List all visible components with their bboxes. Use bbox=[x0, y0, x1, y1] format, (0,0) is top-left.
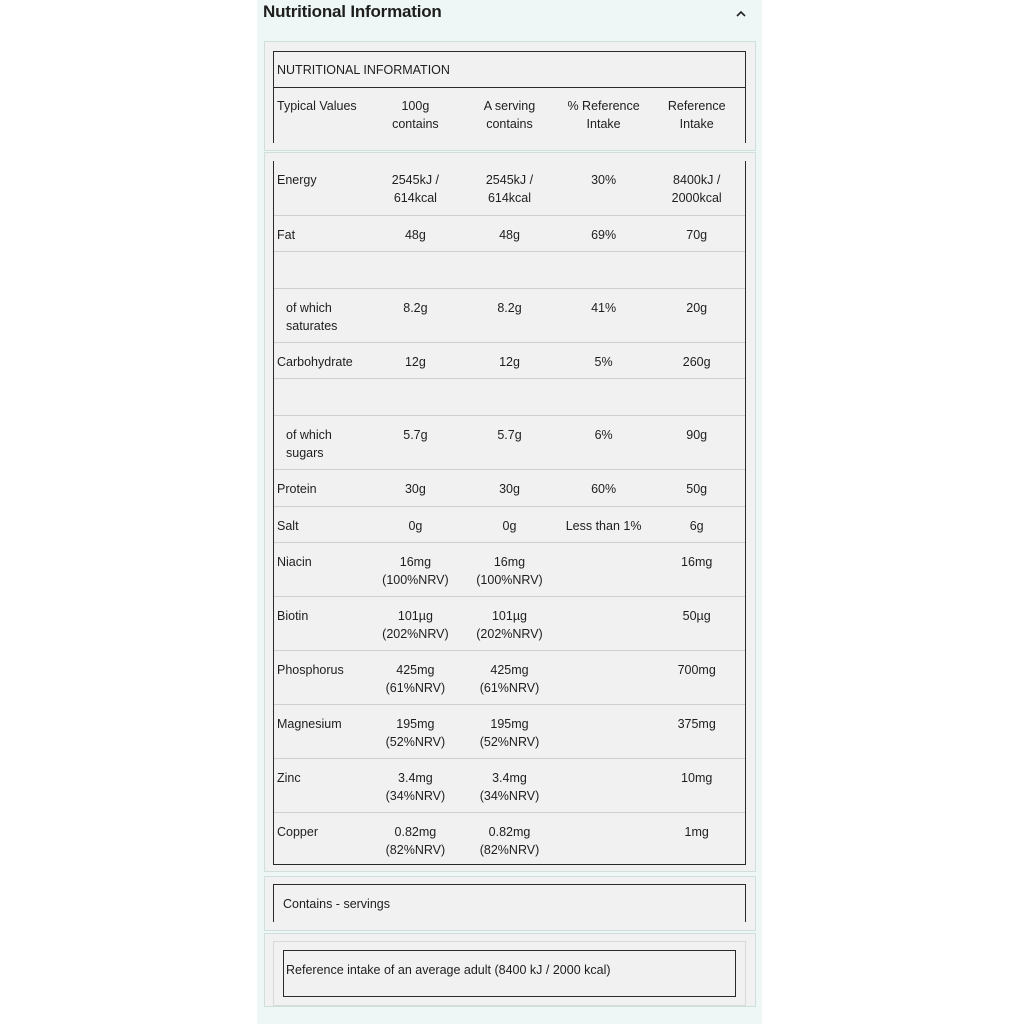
nutrient-label-line: Phosphorus bbox=[277, 663, 344, 677]
value-reference-intake bbox=[648, 607, 745, 650]
nutrient-label-line: of which bbox=[286, 301, 332, 315]
value-per-serving-line: (52%NRV) bbox=[479, 735, 540, 749]
value-per-100g-line: 12g bbox=[404, 355, 426, 369]
value-ri-percent-line: 30% bbox=[591, 173, 617, 187]
value-reference-intake-line: 10mg bbox=[681, 771, 713, 785]
value-ri-percent bbox=[559, 262, 649, 288]
value-ri-percent-line: 69% bbox=[591, 228, 617, 242]
header-typical-values bbox=[274, 97, 371, 133]
value-per-100g-line: 101µg bbox=[397, 609, 433, 623]
header-ri-percent-line: % Reference bbox=[567, 99, 640, 113]
value-reference-intake bbox=[648, 661, 745, 704]
value-per-100g-line: (202%NRV) bbox=[382, 627, 449, 641]
value-ri-percent bbox=[559, 389, 649, 415]
value-reference-intake bbox=[648, 517, 745, 542]
value-reference-intake bbox=[648, 262, 745, 288]
value-ri-percent bbox=[559, 769, 649, 812]
servings-note: Contains - servings bbox=[273, 884, 746, 922]
nutrient-label-line: Energy bbox=[277, 173, 317, 187]
value-reference-intake-line: 260g bbox=[682, 355, 711, 369]
value-ri-percent-line: 60% bbox=[591, 482, 617, 496]
nutrient-label-line: Copper bbox=[277, 825, 318, 839]
reference-note: Reference intake of an average adult (8400 kJ / 2000 kcal) bbox=[283, 950, 736, 997]
table-row bbox=[274, 507, 745, 543]
value-per-100g bbox=[371, 426, 461, 469]
value-reference-intake bbox=[648, 426, 745, 469]
value-ri-percent bbox=[559, 299, 649, 342]
value-per-100g bbox=[371, 353, 461, 378]
value-per-100g-line: (52%NRV) bbox=[385, 735, 446, 749]
value-per-serving-line: 12g bbox=[499, 355, 520, 369]
value-per-serving bbox=[460, 480, 559, 506]
value-reference-intake-line: 16mg bbox=[681, 555, 713, 569]
nutrient-label-line: Carbohydrate bbox=[277, 355, 353, 369]
nutrient-label bbox=[274, 553, 371, 596]
value-per-100g-line: (82%NRV) bbox=[385, 843, 446, 857]
value-per-serving-line: (202%NRV) bbox=[476, 627, 543, 641]
value-reference-intake-line: 20g bbox=[686, 301, 708, 315]
nutrition-table-header bbox=[273, 51, 746, 143]
value-per-serving-line: 195mg bbox=[490, 717, 529, 731]
value-per-100g-line: 30g bbox=[404, 482, 426, 496]
nutrient-label bbox=[274, 715, 371, 758]
value-per-serving-line: 30g bbox=[499, 482, 520, 496]
value-per-serving bbox=[460, 426, 559, 469]
value-per-100g-line: 195mg bbox=[396, 717, 435, 731]
value-ri-percent-line: 5% bbox=[594, 355, 613, 369]
value-reference-intake-line: 70g bbox=[686, 228, 708, 242]
value-per-serving-line: (82%NRV) bbox=[479, 843, 540, 857]
value-reference-intake bbox=[648, 553, 745, 596]
nutrient-label-line: Niacin bbox=[277, 555, 312, 569]
nutrient-label bbox=[274, 389, 371, 415]
value-per-100g-line: 5.7g bbox=[403, 428, 428, 442]
value-per-serving bbox=[460, 823, 559, 867]
value-per-serving bbox=[460, 607, 559, 650]
table-title: NUTRITIONAL INFORMATION bbox=[274, 52, 745, 88]
value-reference-intake bbox=[648, 823, 745, 867]
header-reference-intake bbox=[648, 97, 745, 133]
value-per-100g bbox=[371, 389, 461, 415]
value-ri-percent bbox=[559, 823, 649, 867]
nutrient-label bbox=[274, 299, 371, 342]
value-per-serving-line: 0g bbox=[502, 519, 517, 533]
header-typical-values-line: Typical Values bbox=[277, 99, 357, 113]
value-per-100g-line: (100%NRV) bbox=[382, 573, 449, 587]
header-ri-percent bbox=[559, 97, 649, 133]
value-reference-intake-line: 90g bbox=[686, 428, 708, 442]
value-ri-percent bbox=[559, 607, 649, 650]
value-reference-intake-line: 700mg bbox=[677, 663, 716, 677]
nutrient-label bbox=[274, 353, 371, 378]
nutrient-label bbox=[274, 661, 371, 704]
value-ri-percent bbox=[559, 661, 649, 704]
nutrient-label bbox=[274, 480, 371, 506]
nutrient-label-line: Magnesium bbox=[277, 717, 342, 731]
value-per-100g bbox=[371, 553, 461, 596]
value-ri-percent bbox=[559, 715, 649, 758]
header-per-serving-line: contains bbox=[486, 117, 533, 131]
nutrient-label-line: Fat bbox=[277, 228, 296, 242]
chevron-up-icon[interactable] bbox=[731, 4, 751, 22]
value-per-serving-line: 8.2g bbox=[497, 301, 522, 315]
value-per-serving bbox=[460, 299, 559, 342]
nutrient-label-line: Protein bbox=[277, 482, 317, 496]
value-reference-intake bbox=[648, 389, 745, 415]
value-per-100g bbox=[371, 171, 461, 215]
nutrient-label bbox=[274, 171, 371, 215]
value-ri-percent bbox=[559, 517, 649, 542]
value-ri-percent bbox=[559, 553, 649, 596]
table-row bbox=[274, 705, 745, 759]
value-per-serving-line: (61%NRV) bbox=[479, 681, 540, 695]
value-per-serving bbox=[460, 553, 559, 596]
header-ri-percent-line: Intake bbox=[586, 117, 621, 131]
value-per-serving bbox=[460, 389, 559, 415]
value-reference-intake-line: 375mg bbox=[677, 717, 716, 731]
table-row bbox=[274, 343, 745, 379]
value-reference-intake bbox=[648, 715, 745, 758]
value-per-serving-line: 0.82mg bbox=[488, 825, 531, 839]
value-reference-intake-line: 8400kJ / bbox=[673, 173, 721, 187]
table-row bbox=[274, 289, 745, 343]
value-ri-percent bbox=[559, 226, 649, 251]
value-per-100g bbox=[371, 517, 461, 542]
value-reference-intake bbox=[648, 226, 745, 251]
value-per-100g-line: 614kcal bbox=[393, 191, 437, 205]
nutrient-label bbox=[274, 607, 371, 650]
value-ri-percent-line: Less than 1% bbox=[565, 519, 642, 533]
table-row bbox=[274, 470, 745, 507]
value-per-serving bbox=[460, 517, 559, 542]
nutrient-label bbox=[274, 226, 371, 251]
value-per-100g bbox=[371, 769, 461, 812]
value-reference-intake-line: 6g bbox=[689, 519, 704, 533]
nutrient-label-line: saturates bbox=[286, 319, 338, 333]
table-row bbox=[274, 813, 745, 867]
header-per-serving-line: A serving bbox=[483, 99, 536, 113]
table-row bbox=[274, 651, 745, 705]
nutrient-label-line: sugars bbox=[286, 446, 324, 460]
value-ri-percent bbox=[559, 426, 649, 469]
value-per-100g bbox=[371, 607, 461, 650]
nutrient-label bbox=[274, 426, 371, 469]
nutrient-label-line: Zinc bbox=[277, 771, 301, 785]
value-per-100g-line: 0g bbox=[408, 519, 423, 533]
value-per-100g-line: 48g bbox=[404, 228, 426, 242]
value-per-serving-line: (34%NRV) bbox=[479, 789, 540, 803]
value-per-100g-line: 425mg bbox=[396, 663, 435, 677]
value-ri-percent bbox=[559, 353, 649, 378]
nutrient-label bbox=[274, 769, 371, 812]
value-per-serving bbox=[460, 171, 559, 215]
table-row bbox=[274, 216, 745, 252]
value-per-100g-line: 3.4mg bbox=[398, 771, 433, 785]
value-per-serving bbox=[460, 769, 559, 812]
value-per-serving bbox=[460, 661, 559, 704]
value-per-100g-line: (34%NRV) bbox=[385, 789, 446, 803]
value-reference-intake bbox=[648, 299, 745, 342]
nutrient-label-line: Salt bbox=[277, 519, 299, 533]
value-per-serving bbox=[460, 262, 559, 288]
value-per-serving bbox=[460, 715, 559, 758]
value-per-serving-line: 101µg bbox=[491, 609, 527, 623]
value-per-serving-line: 3.4mg bbox=[492, 771, 527, 785]
value-reference-intake-line: 2000kcal bbox=[671, 191, 722, 205]
value-per-100g bbox=[371, 299, 461, 342]
value-reference-intake bbox=[648, 171, 745, 215]
column-headers bbox=[274, 88, 745, 133]
value-per-serving-line: (100%NRV) bbox=[476, 573, 543, 587]
table-row bbox=[274, 759, 745, 813]
header-per-serving bbox=[460, 97, 559, 133]
value-per-100g bbox=[371, 226, 461, 251]
value-per-100g bbox=[371, 661, 461, 704]
value-reference-intake bbox=[648, 480, 745, 506]
value-per-serving-line: 614kcal bbox=[487, 191, 532, 205]
value-per-100g-line: 2545kJ / bbox=[391, 173, 440, 187]
table-row bbox=[274, 416, 745, 470]
nutrient-label bbox=[274, 517, 371, 542]
header-per-100g-line: 100g bbox=[401, 99, 430, 113]
value-per-100g-line: 8.2g bbox=[403, 301, 428, 315]
table-row bbox=[274, 597, 745, 651]
header-per-100g bbox=[371, 97, 461, 133]
value-ri-percent bbox=[559, 171, 649, 215]
table-row bbox=[274, 543, 745, 597]
value-per-100g bbox=[371, 715, 461, 758]
value-reference-intake bbox=[648, 353, 745, 378]
table-row bbox=[274, 161, 745, 216]
value-per-serving-line: 16mg bbox=[493, 555, 526, 569]
header-reference-intake-line: Reference bbox=[667, 99, 726, 113]
value-per-serving-line: 48g bbox=[499, 228, 520, 242]
value-per-serving-line: 5.7g bbox=[497, 428, 522, 442]
value-reference-intake-line: 50µg bbox=[682, 609, 711, 623]
value-ri-percent-line: 6% bbox=[594, 428, 613, 442]
value-reference-intake-line: 50g bbox=[686, 482, 708, 496]
nutrient-label bbox=[274, 823, 371, 867]
value-ri-percent-line: 41% bbox=[591, 301, 617, 315]
value-per-serving bbox=[460, 353, 559, 378]
value-per-100g bbox=[371, 262, 461, 288]
value-per-serving-line: 2545kJ / bbox=[485, 173, 534, 187]
value-per-100g bbox=[371, 823, 461, 867]
value-per-100g-line: 0.82mg bbox=[394, 825, 437, 839]
value-per-serving-line: 425mg bbox=[490, 663, 529, 677]
table-row bbox=[274, 252, 745, 289]
section-title[interactable]: Nutritional Information bbox=[263, 2, 442, 21]
value-reference-intake-line: 1mg bbox=[684, 825, 709, 839]
value-per-100g-line: 16mg bbox=[399, 555, 432, 569]
header-per-100g-line: contains bbox=[392, 117, 439, 131]
value-per-100g-line: (61%NRV) bbox=[385, 681, 446, 695]
nutrient-label-line: Biotin bbox=[277, 609, 309, 623]
value-per-100g bbox=[371, 480, 461, 506]
header-reference-intake-line: Intake bbox=[679, 117, 714, 131]
value-ri-percent bbox=[559, 480, 649, 506]
table-row bbox=[274, 379, 745, 416]
value-per-serving bbox=[460, 226, 559, 251]
nutrient-label-line: of which bbox=[286, 428, 332, 442]
value-reference-intake bbox=[648, 769, 745, 812]
nutrition-table-body bbox=[273, 161, 746, 865]
nutrient-label bbox=[274, 262, 371, 288]
